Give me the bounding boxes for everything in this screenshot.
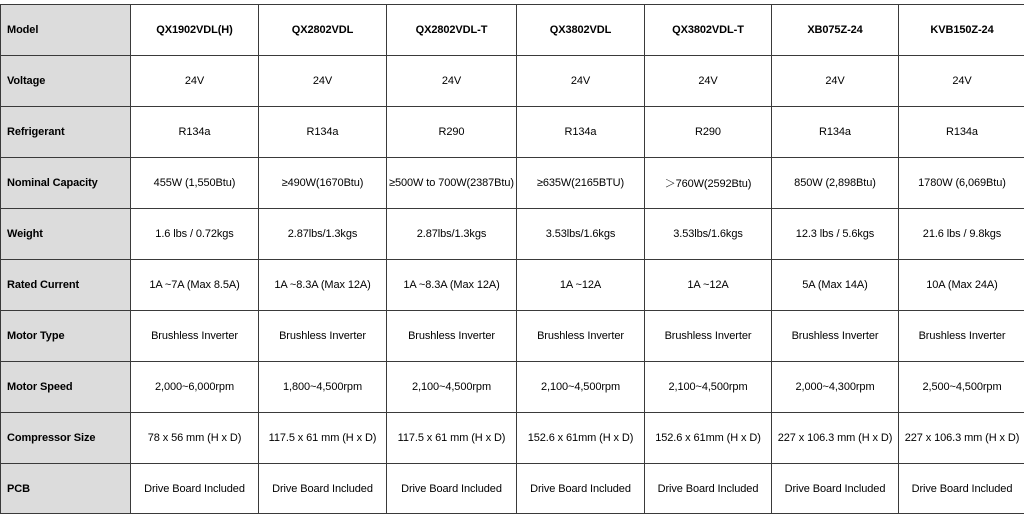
table-cell: R134a [899,107,1024,158]
table-cell: R290 [645,107,772,158]
table-cell: 2.87lbs/1.3kgs [387,209,517,260]
row-voltage [1,56,1024,107]
table-cell: 1A ~12A [645,260,772,311]
table-cell: 3.53lbs/1.6kgs [645,209,772,260]
table-cell: Brushless Inverter [131,311,259,362]
table-cell: 2,000~4,300rpm [772,362,899,413]
table-cell: 24V [131,56,259,107]
table-cell: 12.3 lbs / 5.6kgs [772,209,899,260]
row-weight [1,209,1024,260]
table-cell: 24V [772,56,899,107]
table-cell: 1A ~8.3A (Max 12A) [387,260,517,311]
table-cell: Drive Board Included [387,464,517,514]
table-cell: Drive Board Included [645,464,772,514]
table-cell: ≥500W to 700W(2387Btu) [387,158,517,209]
row-label: Motor Speed [1,362,131,413]
row-label: Voltage [1,56,131,107]
row-label: Compressor Size [1,413,131,464]
table-cell: 455W (1,550Btu) [131,158,259,209]
row-label: Motor Type [1,311,131,362]
table-cell: 2,000~6,000rpm [131,362,259,413]
row-motor-type [1,311,1024,362]
row-rated-current [1,260,1024,311]
table-cell: Brushless Inverter [645,311,772,362]
table-cell: 78 x 56 mm (H x D) [131,413,259,464]
table-cell: 2,500~4,500rpm [899,362,1024,413]
header-label-cell: Model [1,5,131,56]
model-cell-3: QX2802VDL-T [387,5,517,56]
table-cell: 24V [517,56,645,107]
table-cell: R134a [259,107,387,158]
table-cell: Brushless Inverter [899,311,1024,362]
table-cell: Drive Board Included [131,464,259,514]
table-cell: ＞760W(2592Btu) [645,158,772,209]
row-compressor-size [1,413,1024,464]
model-cell-7: KVB150Z-24 [899,5,1024,56]
table-cell: R290 [387,107,517,158]
table-cell: 21.6 lbs / 9.8kgs [899,209,1024,260]
table-cell: 152.6 x 61mm (H x D) [517,413,645,464]
row-label: Refrigerant [1,107,131,158]
table-cell: ≥490W(1670Btu) [259,158,387,209]
table-cell: 5A (Max 14A) [772,260,899,311]
table-cell: 24V [387,56,517,107]
table-cell: Brushless Inverter [259,311,387,362]
table-cell: R134a [131,107,259,158]
row-motor-speed [1,362,1024,413]
table-cell: 24V [259,56,387,107]
table-cell: 10A (Max 24A) [899,260,1024,311]
table-cell: 152.6 x 61mm (H x D) [645,413,772,464]
table-cell: Drive Board Included [517,464,645,514]
table-cell: 1.6 lbs / 0.72kgs [131,209,259,260]
table-cell: 1780W (6,069Btu) [899,158,1024,209]
table-cell: ≥635W(2165BTU) [517,158,645,209]
row-label: Weight [1,209,131,260]
model-cell-1: QX1902VDL(H) [131,5,259,56]
header-row [1,5,1024,56]
table-cell: 2,100~4,500rpm [645,362,772,413]
model-cell-4: QX3802VDL [517,5,645,56]
table-cell: 850W (2,898Btu) [772,158,899,209]
table-cell: Brushless Inverter [387,311,517,362]
row-label: PCB [1,464,131,514]
row-nominal-capacity [1,158,1024,209]
table-cell: 2,100~4,500rpm [387,362,517,413]
table-cell: R134a [772,107,899,158]
table-cell: Brushless Inverter [517,311,645,362]
table-cell: 2,100~4,500rpm [517,362,645,413]
table-cell: Brushless Inverter [772,311,899,362]
table-cell: R134a [517,107,645,158]
table-cell: 117.5 x 61 mm (H x D) [387,413,517,464]
model-cell-2: QX2802VDL [259,5,387,56]
table-cell: 3.53lbs/1.6kgs [517,209,645,260]
row-label: Nominal Capacity [1,158,131,209]
table-cell: 117.5 x 61 mm (H x D) [259,413,387,464]
table-cell: 24V [645,56,772,107]
table-cell: Drive Board Included [772,464,899,514]
row-pcb [1,464,1024,514]
table-cell: 1A ~12A [517,260,645,311]
table-cell: 1,800~4,500rpm [259,362,387,413]
model-cell-6: XB075Z-24 [772,5,899,56]
table-cell: 2.87lbs/1.3kgs [259,209,387,260]
spec-table [0,4,1024,514]
row-refrigerant [1,107,1024,158]
table-cell: Drive Board Included [259,464,387,514]
table-cell: 24V [899,56,1024,107]
row-label: Rated Current [1,260,131,311]
table-cell: 227 x 106.3 mm (H x D) [899,413,1024,464]
table-cell: Drive Board Included [899,464,1024,514]
table-cell: 1A ~8.3A (Max 12A) [259,260,387,311]
model-cell-5: QX3802VDL-T [645,5,772,56]
table-cell: 1A ~7A (Max 8.5A) [131,260,259,311]
table-cell: 227 x 106.3 mm (H x D) [772,413,899,464]
